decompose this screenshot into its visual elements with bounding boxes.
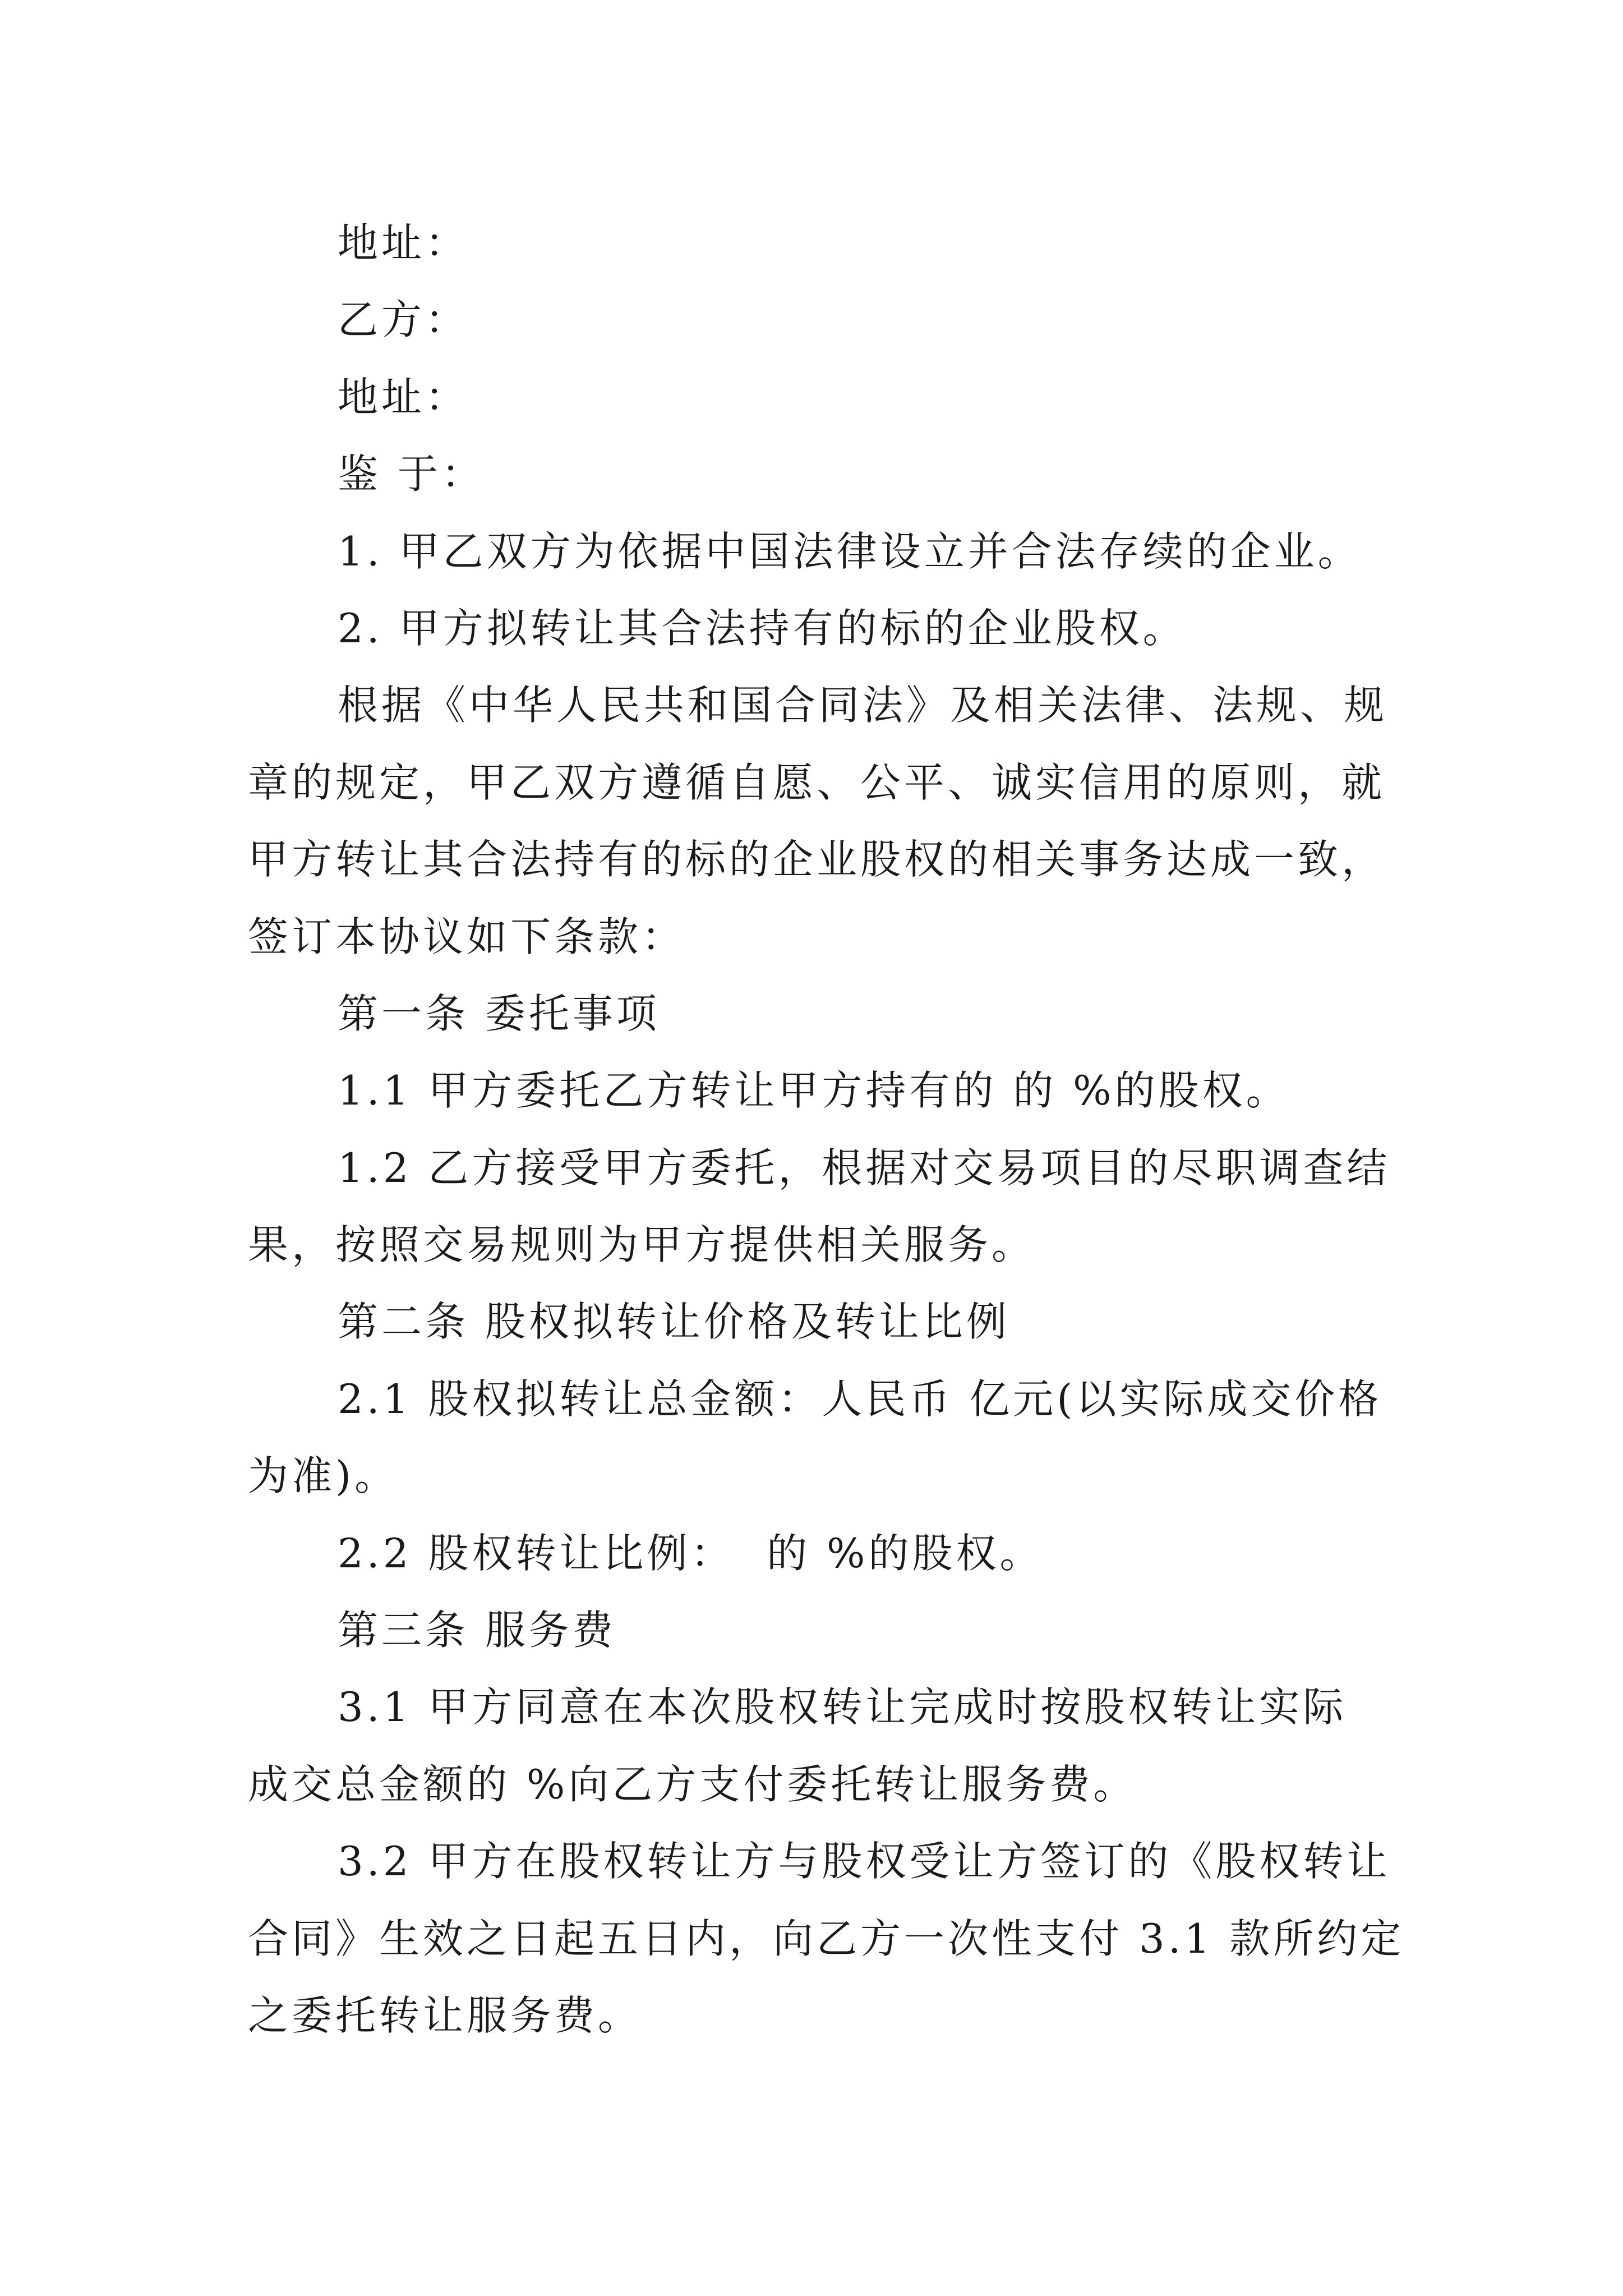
text-line: 乙方： <box>338 296 469 344</box>
text-line: 之委托转让服务费。 <box>248 1991 642 2039</box>
text-line: 2.1 股权拟转让总金额：人民币 亿元(以实际成交价格 <box>338 1375 1382 1423</box>
text-line: 合同》生效之日起五日内，向乙方一次性支付 3.1 款所约定 <box>248 1915 1405 1962</box>
party-b-address <box>248 359 1426 436</box>
text-line: 甲方转让其合法持有的标的企业股权的相关事务达成一致， <box>248 836 1386 884</box>
article-3-heading <box>248 1592 1426 1669</box>
text-line: 章的规定，甲乙双方遵循自愿、公平、诚实信用的原则，就 <box>248 758 1386 806</box>
clause-2-1 <box>248 1361 1426 1515</box>
text-line: 根据《中华人民共和国合同法》及相关法律、法规、规 <box>338 682 1388 729</box>
clause-3-1 <box>248 1669 1426 1823</box>
text-line: 成交总金额的 %向乙方支付委托转让服务费。 <box>248 1760 1137 1808</box>
text-line: 果，按照交易规则为甲方提供相关服务。 <box>248 1221 1036 1269</box>
text-line: 地址： <box>338 219 469 266</box>
clause-1-1 <box>248 1052 1426 1129</box>
text-line: 鉴 于： <box>338 450 485 498</box>
clause-1-2 <box>248 1130 1426 1284</box>
text-line: 2. 甲方拟转让其合法持有的标的企业股权。 <box>338 604 1187 652</box>
recital-2 <box>248 590 1426 667</box>
preamble-paragraph <box>248 667 1426 976</box>
text-line: 1.2 乙方接受甲方委托，根据对交易项目的尽职调查结 <box>338 1144 1391 1191</box>
text-line: 签订本协议如下条款： <box>248 913 686 960</box>
text-line: 3.1 甲方同意在本次股权转让完成时按股权转让实际 <box>338 1683 1347 1731</box>
text-line: 第二条 股权拟转让价格及转让比例 <box>338 1298 1010 1346</box>
clause-3-2 <box>248 1823 1426 2054</box>
text-line: 1.1 甲方委托乙方转让甲方持有的 的 %的股权。 <box>338 1067 1290 1115</box>
text-line: 第三条 服务费 <box>338 1607 616 1654</box>
clause-2-2 <box>248 1515 1426 1592</box>
article-2-heading <box>248 1283 1426 1360</box>
party-a-address <box>248 205 1426 282</box>
text-line: 3.2 甲方在股权转让方与股权受让方签订的《股权转让 <box>338 1838 1391 1885</box>
text-line: 地址： <box>338 373 469 421</box>
text-line: 第一条 委托事项 <box>338 990 660 1037</box>
article-1-heading <box>248 976 1426 1052</box>
recital-1 <box>248 513 1426 590</box>
text-line: 1. 甲乙双方为依据中国法律设立并合法存续的企业。 <box>338 527 1362 575</box>
text-line: 为准)。 <box>248 1452 399 1500</box>
text-line: 2.2 股权转让比例： 的 %的股权。 <box>338 1529 1044 1577</box>
whereas-heading <box>248 436 1426 513</box>
contract-body <box>248 205 1426 2054</box>
party-b-label <box>248 282 1426 358</box>
